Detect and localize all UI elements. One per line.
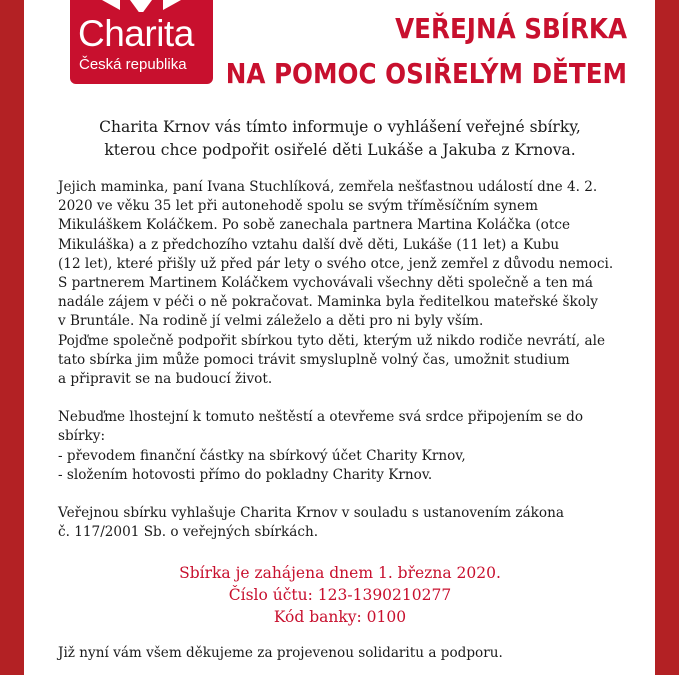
letter-body — [58, 178, 638, 542]
appeal-line: - převodem finanční částky na sbírkový účet Charity Krnov, — [58, 447, 466, 464]
intro-line-2: kterou chce podpořit osiřelé děti Lukáše a Jakuba z Krnova. — [104, 141, 576, 159]
story-line: tato sbírka jim může pomoci trávit smysluplně volný čas, umožnit studium — [58, 351, 570, 368]
appeal-line: sbírky: — [58, 428, 106, 445]
story-line: Pojďme společně podpořit sbírkou tyto děti, kterým už nikdo rodiče nevrátí, ale — [58, 332, 606, 349]
logo-subtitle: Česká republika — [79, 56, 187, 73]
charita-logo — [70, 0, 213, 84]
account-number: Číslo účtu: 123-1390210277 — [228, 586, 452, 604]
headline — [226, 6, 627, 96]
story-line: 2020 ve věku 35 let při autonehodě spolu se svým tříměsíčním synem — [58, 198, 538, 215]
appeal-line: - složením hotovosti přímo do pokladny Charity Krnov. — [58, 466, 433, 483]
appeal-paragraph — [58, 408, 638, 485]
story-line: Jejich maminka, paní Ivana Stuchlíková, zemřela nešťastnou událostí dne 4. 2. — [58, 179, 598, 195]
legal-paragraph — [58, 504, 638, 542]
headline-line-1: VEŘEJNÁ SBÍRKA — [395, 12, 627, 45]
story-line: S partnerem Martinem Koláčkem vychovávali všechny děti společně a ten má — [58, 275, 594, 292]
left-border — [0, 0, 24, 675]
thanks-text: Již nyní vám všem děkujeme za projevenou solidaritu a podporu. — [58, 645, 503, 661]
right-border — [655, 0, 679, 675]
story-line: v Bruntále. Na rodině jí velmi záleželo a děti pro ni byly vším. — [58, 313, 484, 330]
campaign-info — [40, 562, 640, 628]
intro-text — [40, 116, 640, 162]
story-line: (12 let), které přišly už před pár lety o svého otce, jenž zemřel z důvodu nemoci. — [58, 255, 614, 272]
appeal-line: Nebuďme lhostejní k tomuto neštěstí a otevřeme svá srdce připojením se do — [58, 409, 584, 426]
legal-line: č. 117/2001 Sb. o veřejných sbírkách. — [58, 524, 319, 541]
legal-line: Veřejnou sbírku vyhlašuje Charita Krnov v souladu s ustanovením zákona — [58, 505, 564, 522]
cross-right-icon — [163, 0, 181, 10]
story-line: Mikuláškem Koláčkem. Po sobě zanechala partnera Martina Koláčka (otce — [58, 217, 570, 234]
intro-line-1: Charita Krnov vás tímto informuje o vyhlášení veřejné sbírky, — [99, 118, 581, 136]
story-line: nadále zájem v péči o ně pokračovat. Maminka byla ředitelkou mateřské školy — [58, 294, 598, 311]
campaign-start: Sbírka je zahájena dnem 1. března 2020. — [179, 564, 501, 582]
headline-line-2: NA POMOC OSIŘELÝM DĚTEM — [225, 57, 627, 90]
logo-name: Charita — [78, 13, 194, 54]
story-paragraph — [58, 178, 638, 389]
story-line: a připravit se na budoucí život. — [58, 371, 273, 388]
bank-code: Kód banky: 0100 — [273, 608, 407, 626]
story-line: Mikuláška) a z předchozího vztahu další dvě děti, Lukáše (11 let) a Kubu — [58, 236, 560, 253]
cross-icon — [130, 0, 152, 12]
cross-left-icon — [102, 0, 120, 10]
